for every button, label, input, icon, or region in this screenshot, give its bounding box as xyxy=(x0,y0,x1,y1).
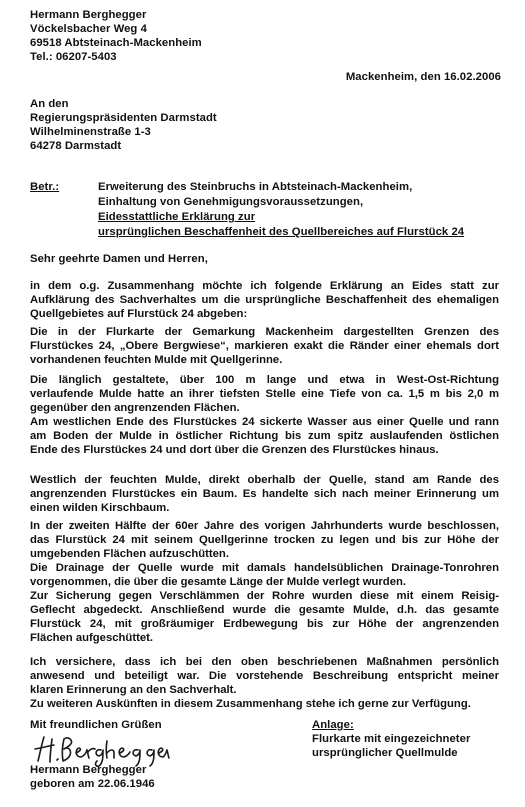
subject-line-4: ursprünglichen Beschaffenheit des Quellbereiches auf Flurstück 24 xyxy=(98,226,465,238)
paragraph-line: Flurstückes 24, „Obere Bergwiese“, markieren exakt die Ränder einer ehemals dort xyxy=(30,340,499,352)
paragraph-line: Geflecht abgedeckt. Anschließend wurde die gesamte Mulde, d.h. das gesamte xyxy=(30,604,499,616)
paragraph-line: klaren Erinnerung an den Sachverhalt. xyxy=(30,684,237,696)
paragraph-line: Ich versichere, dass ich bei den oben beschriebenen Maßnahmen persönlich xyxy=(30,656,499,668)
paragraph-line: Die in der Flurkarte der Gemarkung Mackenheim dargestellten Grenzen des xyxy=(30,326,499,338)
recipient-line-3: Wilhelminenstraße 1-3 xyxy=(30,126,151,138)
paragraph-line: vorgenommen, die über die gesamte Länge der Mulde verlegt wurden. xyxy=(30,576,407,588)
paragraph-line: angrenzenden Flurstückes ein Baum. Es handelte sich nach meiner Erinnerung um xyxy=(30,488,499,500)
paragraph-line: einen wilden Kirschbaum. xyxy=(30,502,170,514)
paragraph-line: vorhandenen feuchten Mulde mit Quellgerinne. xyxy=(30,354,283,366)
sender-name: Hermann Berghegger xyxy=(30,9,147,21)
paragraph-line: verlaufende Mulde hatte an ihrer tiefsten Stelle eine Tiefe von ca. 1,5 m bis 2,0 m xyxy=(30,388,499,400)
paragraph-line: Flurstück 24, mit großräumiger Erdbewegung bis zur Höhe der angrenzenden xyxy=(30,618,499,630)
paragraph-line: Die länglich gestaltete, über 100 m lange und etwa in West-Ost-Richtung xyxy=(30,374,499,386)
sender-city: 69518 Abtsteinach-Mackenheim xyxy=(30,37,202,49)
paragraph-line: Am westlichen Ende des Flurstückes 24 sickerte Wasser aus einer Quelle und rann xyxy=(30,416,499,428)
subject-label: Betr.: xyxy=(30,181,60,193)
paragraph-2 xyxy=(30,325,499,367)
paragraph-line: Quellgebietes auf Flurstück 24 abgeben: xyxy=(30,308,248,320)
paragraph-line: In der zweiten Hälfte der 60er Jahre des vorigen Jahrhunderts wurde beschlossen, xyxy=(30,520,499,532)
subject-line-1: Erweiterung des Steinbruchs in Abtsteinach-Mackenheim, xyxy=(98,181,413,193)
place-date: Mackenheim, den 16.02.2006 xyxy=(345,71,501,83)
paragraph-4 xyxy=(30,473,499,515)
paragraph-line: anwesend und beteiligt war. Die vorstehende Beschreibung entspricht meiner xyxy=(30,670,499,682)
paragraph-line: Die Drainage der Quelle wurde mit damals handelsüblichen Drainage-Tonrohren xyxy=(30,562,499,574)
paragraph-line: gegenüber den angrenzenden Flächen. xyxy=(30,402,240,414)
attachment-label: Anlage: xyxy=(312,719,354,731)
paragraph-line: Ende des Flurstückes 24 und dort über die Grenzen des Flurstückes hinaus. xyxy=(30,444,439,456)
paragraph-1 xyxy=(30,279,499,321)
paragraph-line: Zur Sicherung gegen Verschlämmen der Rohre wurden diese mit einem Reisig- xyxy=(30,590,499,602)
closing: Mit freundlichen Grüßen xyxy=(30,719,162,731)
recipient-line-2: Regierungspräsidenten Darmstadt xyxy=(30,112,217,124)
paragraph-3 xyxy=(30,373,499,457)
recipient-line-1: An den xyxy=(30,98,69,110)
sender-street: Vöckelsbacher Weg 4 xyxy=(30,23,147,35)
signer-name: Hermann Berghegger xyxy=(30,764,147,776)
recipient-line-4: 64278 Darmstadt xyxy=(30,140,122,152)
attachment-line-1: Flurkarte mit eingezeichneter xyxy=(312,733,471,745)
paragraph-line: umgebenden Flächen aufzuschütten. xyxy=(30,548,229,560)
attachment-line-2: ursprünglicher Quellmulde xyxy=(312,747,458,759)
paragraph-6 xyxy=(30,655,499,711)
paragraph-line: das Flurstück 24 mit seinem Quellgerinne trocken zu legen und bis zur Höhe der xyxy=(30,534,499,546)
paragraph-5 xyxy=(30,519,499,645)
paragraph-line: Zu weiteren Auskünften in diesem Zusammenhang stehe ich gerne zur Verfügung. xyxy=(30,698,471,710)
paragraph-line: Aufklärung des Sachverhaltes um die ursprüngliche Beschaffenheit des ehemaligen xyxy=(30,294,499,306)
handwritten-signature xyxy=(32,733,172,767)
salutation: Sehr geehrte Damen und Herren, xyxy=(30,253,208,265)
paragraph-line: in dem o.g. Zusammenhang möchte ich folgende Erklärung an Eides statt zur xyxy=(30,280,499,292)
paragraph-line: Flächen aufgeschüttet. xyxy=(30,632,154,644)
subject-line-3: Eidesstattliche Erklärung zur xyxy=(98,211,256,223)
subject-line-2: Einhaltung von Genehmigungsvoraussetzungen, xyxy=(98,196,364,208)
paragraph-line: Westlich der feuchten Mulde, direkt oberhalb der Quelle, stand am Rande des xyxy=(30,474,499,486)
paragraph-line: am Boden der Mulde in östlicher Richtung bis zum spitz auslaufenden östlichen xyxy=(30,430,499,442)
signer-birth: geboren am 22.06.1946 xyxy=(30,778,155,790)
sender-phone: Tel.: 06207-5403 xyxy=(30,51,117,63)
